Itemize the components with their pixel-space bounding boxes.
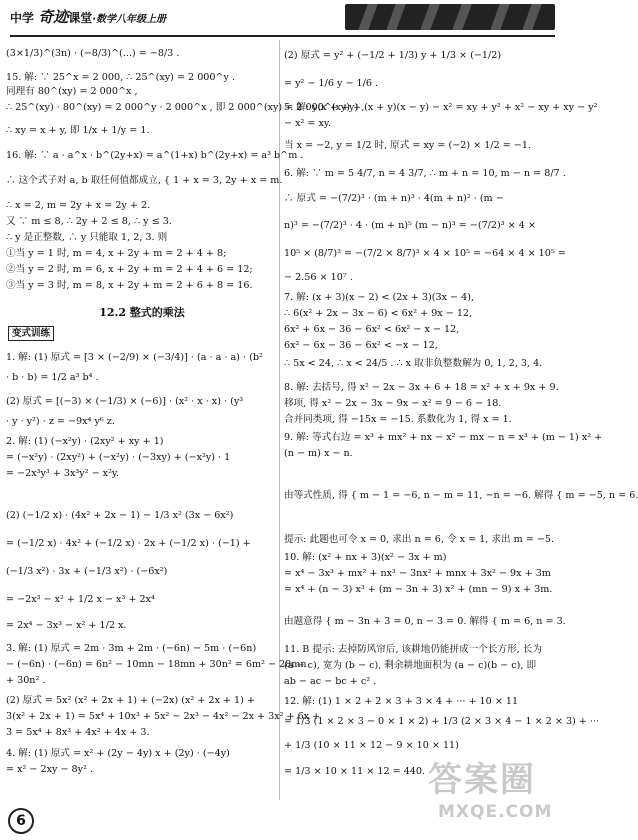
answer-line: 16. 解: ∵ a · a^x · b^(2y+x) = a^(1+x) b^(2y+x) = a³ b^m . <box>6 150 304 161</box>
answer-line: 5. 解: y(x + y) + (x + y)(x − y) − x² = xy + y² + x² − xy + xy − y² <box>284 102 598 113</box>
answer-line: 由题意得 { m − 3n + 3 = 0, n − 3 = 0. 解得 { m = 6, n = 3. <box>284 616 566 627</box>
header-suffix: 课堂 <box>68 11 93 25</box>
answer-line: = y² − 1/6 y − 1/6 . <box>284 78 379 89</box>
answer-line: 提示: 此题也可令 x = 0, 求出 n = 6, 令 x = 1, 求出 m = −5. <box>284 534 555 545</box>
answer-line: = x⁴ − 3x³ + mx² + nx³ − 3nx² + mnx + 3x² − 9x + 3m <box>284 568 551 579</box>
header-decorative-banner <box>345 4 555 30</box>
answer-line: (2) 原式 = [(−3) × (−1/3) × (−6)] · (x² · x · x) · (y³ <box>6 396 244 407</box>
answer-line: (n − m) x − n. <box>284 448 353 459</box>
answer-line: (2) 原式 = y² + (−1/2 + 1/3) y + 1/3 × (−1/2) <box>284 50 502 61</box>
answer-line: (3×1/3)^(3n) · (−8/3)^(...) = −8/3 . <box>6 48 180 59</box>
watermark-text: 答案圈 <box>428 760 536 800</box>
page-number: 6 <box>8 808 34 834</box>
answer-line: ①当 y = 1 时, m = 4, x + 2y + m = 2 + 4 + 8; <box>6 248 227 259</box>
answer-line: (a − c), 宽为 (b − c), 剩余耕地面积为 (a − c)(b − c), 即 <box>284 660 537 671</box>
answer-line: 10. 解: (x² + nx + 3)(x² − 3x + m) <box>284 552 447 563</box>
answer-line: 同理有 80^(xy) = 2 000^x , <box>6 86 138 97</box>
answer-line: = x² − 2xy − 8y² . <box>6 764 94 775</box>
answer-line: 1. 解: (1) 原式 = [3 × (−2/9) × (−3/4)] · (a · a · a) · (b² <box>6 352 263 363</box>
answer-line: 10⁵ × (8/7)³ = −(7/2 × 8/7)³ × 4 × 10⁵ = −64 × 4 × 10⁵ = <box>284 248 566 259</box>
answer-line: · y · y²) · z = −9x⁴ y⁶ z. <box>6 416 115 427</box>
watermark-url: MXQE.COM <box>438 802 553 822</box>
answer-line: 6x² + 6x − 36 − 6x² < 6x² − x − 12, <box>284 324 460 335</box>
answer-line: ∴ y 是正整数, ∴ y 只能取 1, 2, 3. 则 <box>6 232 168 243</box>
answer-line: 6. 解: ∵ m = 5 4/7, n = 4 3/7, ∴ m + n = 10, m − n = 8/7 . <box>284 168 566 179</box>
answer-line: ab − ac − bc + c² . <box>284 676 377 687</box>
answer-line: − (−6n) · (−6n) = 6n² − 10mn − 18mn + 30n² = 6m² − 28mn <box>6 659 307 670</box>
answer-line: 移项, 得 x² − 2x − 3x − 9x − x² = 9 − 6 − 18. <box>284 398 502 409</box>
answer-line: ∴ xy = x + y, 即 1/x + 1/y = 1. <box>6 125 150 136</box>
answer-line: 合并同类项, 得 −15x = −15. 系数化为 1, 得 x = 1. <box>284 414 512 425</box>
answer-line: = x⁴ + (n − 3) x³ + (m − 3n + 3) x² + (mn − 9) x + 3m. <box>284 584 553 595</box>
answer-line: + 1/3 (10 × 11 × 12 − 9 × 10 × 11) <box>284 740 459 751</box>
answer-line: 9. 解: 等式右边 = x³ + mx² + nx − x² − mx − n = x³ + (m − 1) x² + <box>284 432 603 443</box>
answer-line: − x² = xy. <box>284 118 332 129</box>
answer-line: = 2x⁴ − 3x³ − x² + 1/2 x. <box>6 620 127 631</box>
book-title <box>10 6 166 27</box>
answer-line: = −2x³ − x² + 1/2 x − x³ + 2x⁴ <box>6 594 155 605</box>
answer-line: · b · b) = 1/2 a³ b⁴ . <box>6 372 99 383</box>
answer-line: 由等式性质, 得 { m − 1 = −6, n − m = 11, −n = −6. 解得 { m = −5, n = 6. <box>284 490 638 501</box>
answer-line: ∴ 6(x² + 2x − 3x − 6) < 6x² + 9x − 12, <box>284 308 473 319</box>
answer-line: ∴ 5x < 24, ∴ x < 24/5 . ∴ x 取非负整数解为 0, 1, 2, 3, 4. <box>284 358 543 369</box>
answer-line: 12. 解: (1) 1 × 2 + 2 × 3 + 3 × 4 + ··· + 10 × 11 <box>284 696 519 707</box>
answer-line: − 2.56 × 10⁷ . <box>284 272 353 283</box>
answer-line: = (−x²y) · (2xy²) + (−x²y) · (−3xy) + (−x²y) · 1 <box>6 452 231 463</box>
answer-line: 7. 解: (x + 3)(x − 2) < (2x + 3)(3x − 4), <box>284 292 475 303</box>
answer-line: ∴ 这个式子对 a, b 取任何值都成立, { 1 + x = 3, 2y + x = m. <box>6 175 283 186</box>
answer-line: 8. 解: 去括号, 得 x² − 2x − 3x + 6 + 18 = x² + x + 9x + 9. <box>284 382 559 393</box>
header-subject: ·数学八年级上册 <box>92 14 167 25</box>
answer-line: 又 ∵ m ≤ 8, ∴ 2y + 2 ≤ 8, ∴ y ≤ 3. <box>6 216 172 227</box>
answer-line: ∴ x = 2, m = 2y + x = 2y + 2. <box>6 200 151 211</box>
answer-line: 11. B 提示: 去掉防风帘后, 该耕地仍能拼成一个长方形, 长为 <box>284 644 542 655</box>
answer-line: 6x² − 6x − 36 − 6x² < −x − 12, <box>284 340 438 351</box>
answer-line: = (−1/2 x) · 4x² + (−1/2 x) · 2x + (−1/2 x) · (−1) + <box>6 538 251 549</box>
watermark-logo <box>428 752 558 832</box>
answer-line: ②当 y = 2 时, m = 6, x + 2y + m = 2 + 4 + 6 = 12; <box>6 264 253 275</box>
section-badge: 变式训练 <box>8 326 54 341</box>
page-header <box>0 0 563 36</box>
answer-line: 3(x² + 2x + 1) = 5x⁴ + 10x³ + 5x² − 2x³ − 4x² − 2x + 3x² + 6x + <box>6 711 321 722</box>
answer-line: + 30n² . <box>6 675 46 686</box>
answer-line: = 1/3 (1 × 2 × 3 − 0 × 1 × 2) + 1/3 (2 × 3 × 4 − 1 × 2 × 3) + ··· <box>284 716 600 727</box>
answer-line: 2. 解: (1) (−x²y) · (2xy² + xy + 1) <box>6 436 164 447</box>
answer-line: = −2x³y³ + 3x³y² − x²y. <box>6 468 120 479</box>
answer-line: n)³ = −(7/2)³ · 4 · (m + n)⁵ (m − n)³ = −(7/2)³ × 4 × <box>284 220 536 231</box>
answer-line: (2) (−1/2 x) · (4x² + 2x − 1) − 1/3 x² (3x − 6x²) <box>6 510 234 521</box>
header-brand-logo: 奇迹 <box>38 8 69 26</box>
answer-line: 3. 解: (1) 原式 = 2m · 3m + 2m · (−6n) − 5m · (−6n) <box>6 643 257 654</box>
answer-line: = 1/3 × 10 × 11 × 12 = 440. <box>284 766 426 777</box>
answer-line: ③当 y = 3 时, m = 8, x + 2y + m = 2 + 6 + 8 = 16. <box>6 280 253 291</box>
answer-line: 当 x = −2, y = 1/2 时, 原式 = xy = (−2) × 1/2 = −1. <box>284 140 532 151</box>
answer-line: 4. 解: (1) 原式 = x² + (2y − 4y) x + (2y) · (−4y) <box>6 748 230 759</box>
section-title: 12.2 整式的乘法 <box>99 306 185 319</box>
answer-line: (−1/3 x²) · 3x + (−1/3 x²) · (−6x²) <box>6 566 168 577</box>
answer-line: 15. 解: ∵ 25^x = 2 000, ∴ 25^(xy) = 2 000^y . <box>6 72 236 83</box>
answer-line: 3 = 5x⁴ + 8x³ + 4x² + 4x + 3. <box>6 727 150 738</box>
header-prefix: 中学 <box>10 11 35 25</box>
header-rule <box>10 35 555 37</box>
answer-line: ∴ 25^(xy) · 80^(xy) = 2 000^y · 2 000^x , 即 2 000^(xy) = 2 000^(x+y) , <box>6 102 365 113</box>
answer-line: ∴ 原式 = −(7/2)³ · (m + n)³ · 4(m + n)² · (m − <box>284 193 504 204</box>
answer-line: (2) 原式 = 5x² (x² + 2x + 1) + (−2x) (x² + 2x + 1) + <box>6 695 255 706</box>
